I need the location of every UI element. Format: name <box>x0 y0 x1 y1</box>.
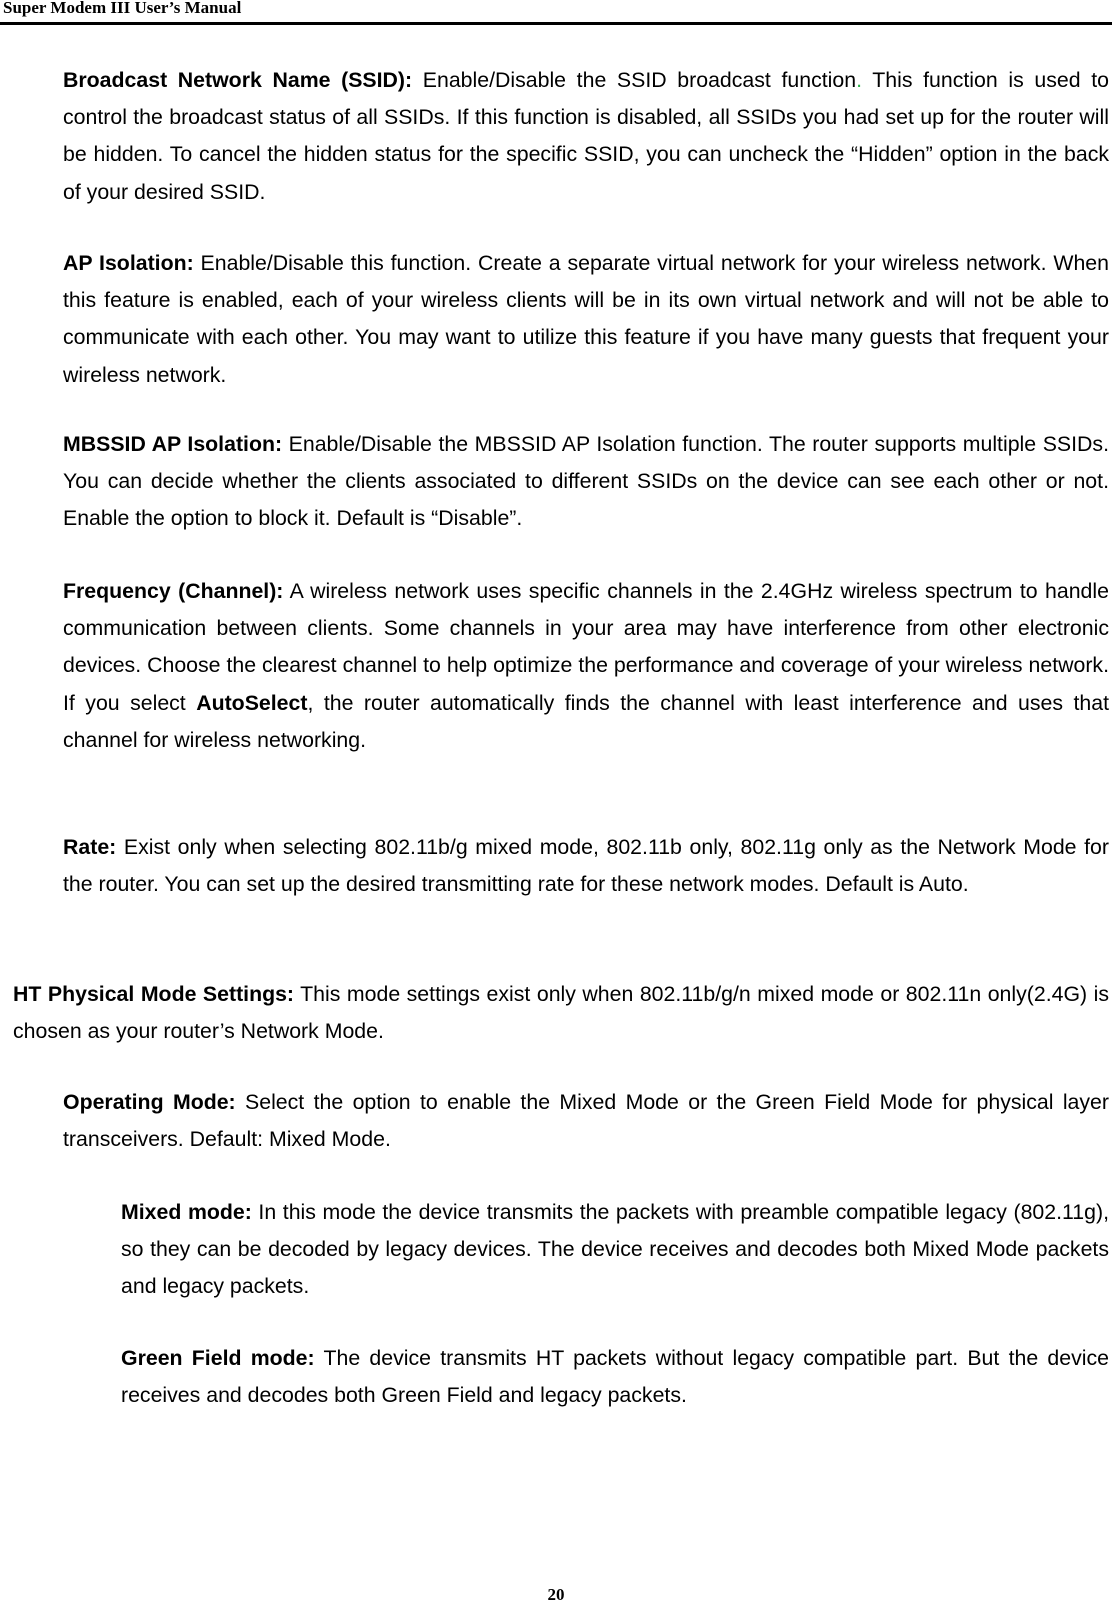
frequency-text-cont: , the router automatically finds the channel with least interference and uses that channel for wireless networking. <box>63 690 1109 752</box>
green-field-term: Green Field mode: <box>121 1346 315 1370</box>
ssid-term: Broadcast Network Name (SSID): <box>63 68 413 92</box>
green-field-paragraph <box>121 1340 1109 1414</box>
operating-mode-term: Operating Mode: <box>63 1090 236 1114</box>
manual-title: Super Modem III User’s Manual <box>3 0 242 17</box>
green-field-text: The device transmits HT packets without legacy compatible part. But the device receives and decodes both Green Field and legacy packets. <box>121 1346 1109 1408</box>
ssid-text-cont: This function is used to control the broadcast status of all SSIDs. If this function is disabled, all SSIDs you had set up for the router will be hidden. To cancel the hidden status for the specific SSID, you can uncheck the “Hidden” option in the back of your desired SSID. <box>63 68 1109 204</box>
page-header <box>0 0 1112 25</box>
ssid-text: Enable/Disable the SSID broadcast function <box>412 68 857 92</box>
ht-physical-text: This mode settings exist only when 802.11b/g/n mixed mode or 802.11n only(2.4G) is chosen as your router’s Network Mode. <box>13 982 1109 1044</box>
ap-isolation-text: Enable/Disable this function. Create a separate virtual network for your wireless network. When this feature is enabled, each of your wireless clients will be in its own virtual network and will not be able to communicate with each other. You may want to utilize this feature if you have many guests that frequent your wireless network. <box>63 251 1109 387</box>
frequency-paragraph <box>63 573 1109 759</box>
rate-text: Exist only when selecting 802.11b/g mixed mode, 802.11b only, 802.11g only as the Network Mode for the router. You can set up the desired transmitting rate for these network modes. Default is Auto. <box>63 835 1109 897</box>
mixed-mode-text: In this mode the device transmits the packets with preamble compatible legacy (802.11g), so they can be decoded by legacy devices. The device receives and decodes both Mixed Mode packets and legacy packets. <box>121 1200 1109 1299</box>
mixed-mode-term: Mixed mode: <box>121 1200 252 1224</box>
autoselect-term: AutoSelect <box>196 690 308 715</box>
ap-isolation-term: AP Isolation: <box>63 251 194 275</box>
mixed-mode-paragraph <box>121 1194 1109 1306</box>
operating-mode-text: Select the option to enable the Mixed Mode or the Green Field Mode for physical layer transceivers. Default: Mixed Mode. <box>63 1090 1109 1152</box>
mbssid-paragraph <box>63 426 1109 538</box>
page-number: 20 <box>547 1585 565 1604</box>
ht-physical-term: HT Physical Mode Settings: <box>13 982 295 1006</box>
green-period: . <box>856 68 862 92</box>
frequency-term: Frequency (Channel): <box>63 579 284 603</box>
ssid-paragraph <box>63 62 1109 211</box>
mbssid-term: MBSSID AP Isolation: <box>63 432 283 456</box>
rate-paragraph <box>63 829 1109 903</box>
frequency-text: A wireless network uses specific channels in the 2.4GHz wireless spectrum to handle communication between clients. Some channels in your area may have interference from other electronic devices. Choose the clearest channel to help optimize the performance and coverage of your wireless network. If you select <box>63 579 1109 715</box>
ht-physical-paragraph <box>13 976 1109 1050</box>
operating-mode-paragraph <box>63 1084 1109 1158</box>
ap-isolation-paragraph <box>63 245 1109 394</box>
rate-term: Rate: <box>63 835 117 859</box>
mbssid-text: Enable/Disable the MBSSID AP Isolation function. The router supports multiple SSIDs. You can decide whether the clients associated to different SSIDs on the device can see each other or not. Enable the option to block it. Default is “Disable”. <box>63 432 1109 531</box>
